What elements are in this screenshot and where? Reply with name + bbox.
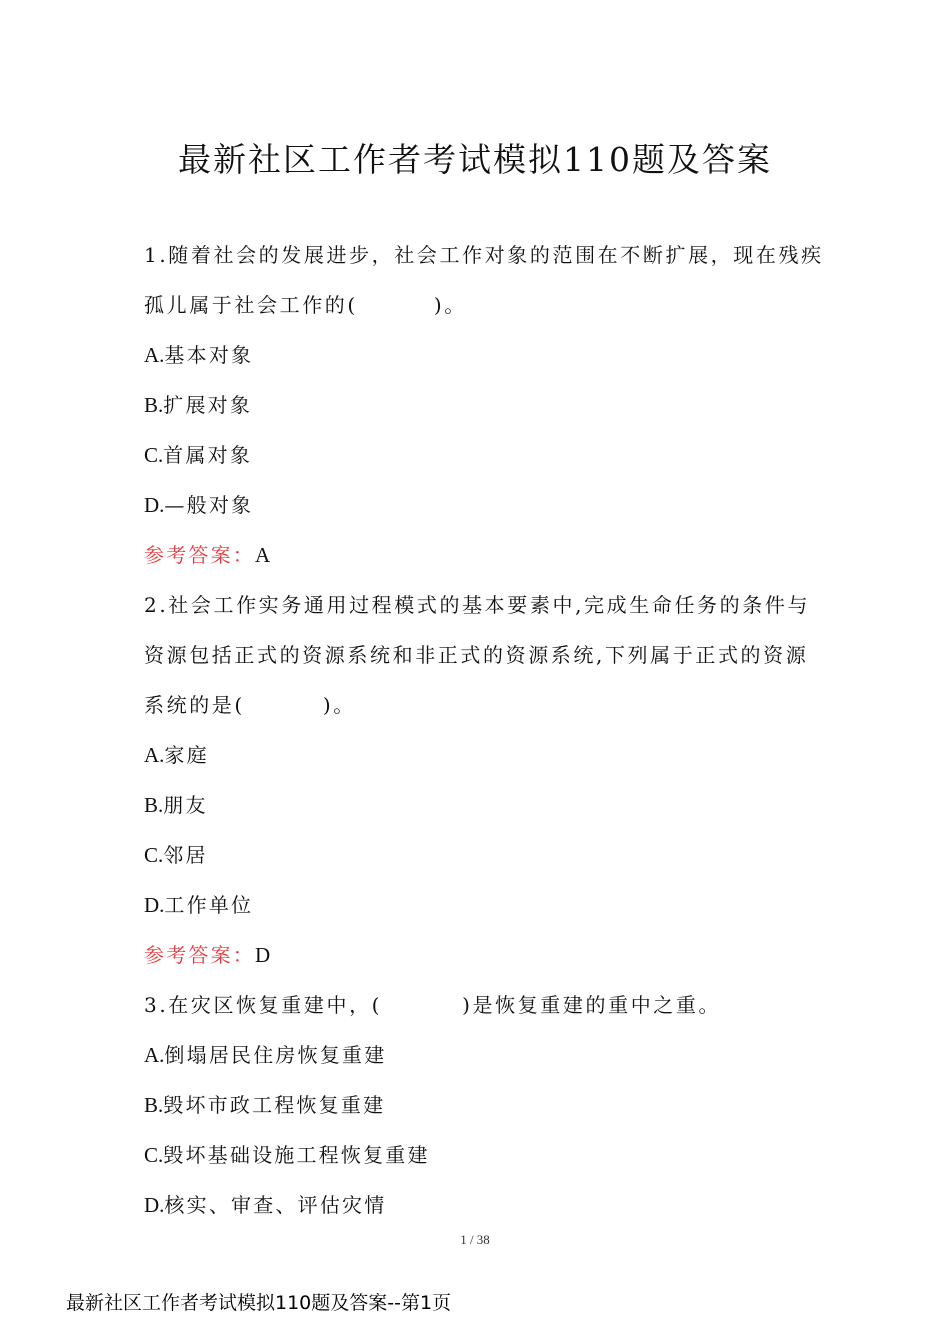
document-body (144, 230, 824, 1230)
question-3-stem-part-a: 3.在灾区恢复重建中，( (144, 993, 383, 1017)
option-letter: D. (144, 893, 165, 917)
question-1-option-c (144, 430, 814, 480)
question-2-option-b (144, 780, 814, 830)
option-text: —般对象 (164, 493, 254, 517)
option-text: 邻居 (163, 843, 208, 867)
question-3-option-d (144, 1180, 814, 1230)
option-letter: D. (144, 1193, 165, 1217)
page-number: 1 / 38 (460, 1232, 490, 1247)
option-letter: C. (144, 843, 164, 867)
option-letter: B. (144, 1093, 164, 1117)
option-text: 工作单位 (164, 893, 254, 917)
question-1-stem-part-b: )。 (433, 293, 467, 317)
question-2-stem-line-3 (144, 680, 814, 730)
option-letter: C. (144, 1143, 164, 1167)
option-text: 扩展对象 (163, 393, 253, 417)
question-1-option-d (144, 480, 814, 530)
question-3-option-b (144, 1080, 814, 1130)
option-letter: D. (144, 493, 165, 517)
question-1-stem-line-1: 1.随着社会的发展进步，社会工作对象的范围在不断扩展，现在残疾 (144, 243, 824, 267)
option-letter: B. (144, 393, 164, 417)
question-1-option-b (144, 380, 814, 430)
question-3-stem-line-1 (144, 980, 814, 1030)
page-footer: 最新社区工作者考试模拟110题及答案--第1页 (66, 1292, 452, 1314)
answer-value: D (255, 943, 273, 967)
option-letter: C. (144, 443, 164, 467)
question-2-option-d (144, 880, 814, 930)
question-2-stem-part-b: )。 (322, 693, 356, 717)
question-3-option-a (144, 1030, 814, 1080)
option-text: 核实、审查、评估灾情 (164, 1193, 387, 1217)
question-2-option-c (144, 830, 814, 880)
answer-label: 参考答案： (144, 943, 255, 967)
option-text: 家庭 (164, 743, 209, 767)
option-text: 毁坏市政工程恢复重建 (163, 1093, 386, 1117)
question-2-stem-line-2: 资源包括正式的资源系统和非正式的资源系统,下列属于正式的资源 (144, 643, 809, 667)
question-2-stem-line-1: 2.社会工作实务通用过程模式的基本要素中,完成生命任务的条件与 (144, 593, 811, 617)
question-3-stem-part-b: )是恢复重建的重中之重。 (462, 993, 722, 1017)
question-1-answer (144, 530, 814, 580)
option-text: 毁坏基础设施工程恢复重建 (163, 1143, 430, 1167)
option-text: 首属对象 (163, 443, 253, 467)
option-letter: A. (144, 343, 165, 367)
question-3-option-c (144, 1130, 814, 1180)
option-letter: B. (144, 793, 164, 817)
question-2-option-a (144, 730, 814, 780)
question-2-answer (144, 930, 814, 980)
answer-value: A (255, 543, 273, 567)
option-letter: A. (144, 743, 165, 767)
option-text: 基本对象 (164, 343, 254, 367)
option-letter: A. (144, 1043, 165, 1067)
option-text: 朋友 (163, 793, 208, 817)
question-1-option-a (144, 330, 814, 380)
question-2-stem-part-a: 系统的是( (144, 693, 245, 717)
option-text: 倒塌居民住房恢复重建 (164, 1043, 387, 1067)
answer-label: 参考答案： (144, 543, 255, 567)
page-title: 最新社区工作者考试模拟110题及答案 (178, 140, 772, 179)
question-1-stem-line-2 (144, 280, 814, 330)
question-1-stem-part-a: 孤儿属于社会工作的( (144, 293, 358, 317)
